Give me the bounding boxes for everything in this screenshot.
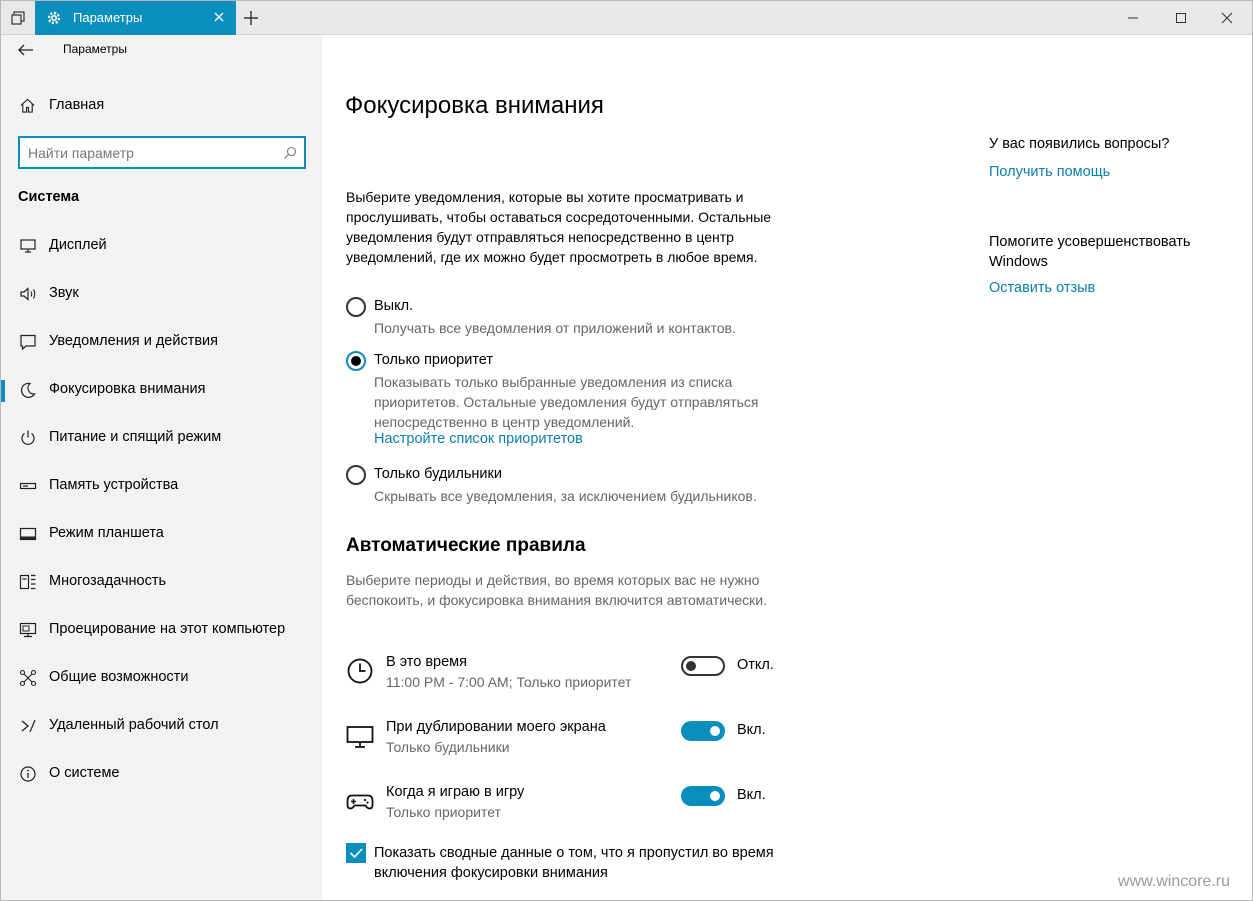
sidebar-item-about[interactable] [1, 755, 322, 803]
checkmark-icon [346, 843, 366, 863]
minimize-icon [1127, 12, 1139, 24]
sidebar-item-sound[interactable] [1, 275, 322, 323]
summary-checkbox-label: Показать сводные данные о том, что я пропустил во время включения фокусировки внимания [374, 845, 774, 881]
close-icon [1221, 12, 1233, 24]
watermark: www.wincore.ru [1118, 873, 1231, 890]
sidebar-item-home[interactable] [1, 93, 322, 121]
home-icon [19, 97, 36, 114]
rule-duplicating-toggle[interactable] [681, 721, 725, 741]
app-title: Параметры [63, 42, 127, 56]
rule-schedule[interactable] [346, 654, 806, 698]
gear-icon [46, 10, 62, 26]
radio-alarms[interactable] [346, 465, 366, 485]
rule-gaming[interactable] [346, 784, 806, 828]
sidebar-item-label: Проецирование на этот компьютер [49, 621, 286, 637]
radio-priority-desc: Показывать только выбранные уведомления из списка приоритетов. Остальные уведомления будут отправляться непосредственно в центр уведомлений. [374, 374, 759, 430]
info-icon [19, 765, 37, 783]
remote-icon [19, 717, 37, 735]
sidebar-item-storage[interactable] [1, 467, 322, 515]
sidebar-item-shared[interactable] [1, 659, 322, 707]
rule-schedule-toggle[interactable] [681, 656, 725, 676]
sidebar-item-label: Дисплей [49, 237, 107, 253]
monitor-icon [346, 722, 374, 750]
feedback-link[interactable]: Оставить отзыв [989, 280, 1096, 296]
radio-alarms-desc: Скрывать все уведомления, за исключением будильников. [374, 488, 757, 504]
active-indicator [1, 380, 5, 402]
sidebar-item-label: Удаленный рабочий стол [49, 717, 219, 733]
rule-title: В это время [386, 654, 468, 670]
project-icon [19, 621, 37, 639]
help-question: У вас появились вопросы? [989, 136, 1170, 152]
title-bar [1, 1, 1252, 35]
radio-option-off[interactable] [346, 297, 806, 339]
radio-priority[interactable] [346, 351, 366, 371]
sidebar-item-power[interactable] [1, 419, 322, 467]
moon-icon [19, 381, 37, 399]
summary-checkbox[interactable] [346, 843, 366, 863]
display-icon [19, 237, 37, 255]
back-arrow-icon[interactable] [17, 43, 35, 57]
sidebar-item-multitasking[interactable] [1, 563, 322, 611]
sidebar-nav [1, 227, 322, 803]
rule-title: При дублировании моего экрана [386, 719, 606, 735]
radio-off[interactable] [346, 297, 366, 317]
sidebar-item-label: Фокусировка внимания [49, 381, 206, 397]
intro-text: Выберите уведомления, которые вы хотите просматривать и прослушивать, чтобы оставаться сосредоточенными. Остальные уведомления будут отправляться непосредственно в центр уведомлений, где их можно будет просмотреть в любое время. [346, 189, 772, 265]
speaker-icon [19, 285, 37, 303]
section-title: Система [18, 189, 80, 205]
sidebar-item-focus-assist[interactable] [1, 371, 322, 419]
tablet-icon [19, 525, 37, 543]
sidebar-item-display[interactable] [1, 227, 322, 275]
multitask-icon [19, 573, 37, 591]
search-icon[interactable] [283, 146, 297, 160]
sidebar-item-label: Режим планшета [49, 525, 164, 541]
sidebar-item-label: Звук [49, 285, 79, 301]
rule-subtitle: Только будильники [386, 739, 510, 755]
shared-icon [19, 669, 37, 687]
rule-duplicating-display[interactable] [346, 719, 806, 763]
auto-rules-desc: Выберите периоды и действия, во время которых вас не нужно беспокоить, и фокусировка внимания включится автоматически. [346, 572, 768, 608]
sidebar-item-notifications[interactable] [1, 323, 322, 371]
toggle-state-label: Откл. [737, 657, 774, 673]
sidebar [1, 35, 322, 901]
storage-icon [19, 477, 37, 495]
clock-icon [346, 657, 374, 685]
tab-settings[interactable] [35, 1, 236, 35]
search-input[interactable] [28, 143, 278, 163]
radio-priority-label: Только приоритет [374, 352, 494, 368]
auto-rules-title: Автоматические правила [346, 535, 586, 556]
new-tab-icon[interactable] [242, 9, 260, 27]
sidebar-item-label: Уведомления и действия [49, 333, 218, 349]
close-tab-icon[interactable] [211, 9, 227, 25]
sidebar-item-projecting[interactable] [1, 611, 322, 659]
radio-off-desc: Получать все уведомления от приложений и контактов. [374, 320, 736, 336]
task-view-button[interactable] [1, 1, 35, 35]
radio-option-priority[interactable] [346, 351, 806, 451]
toggle-state-label: Вкл. [737, 722, 766, 738]
search-box[interactable] [18, 136, 306, 169]
get-help-link[interactable]: Получить помощь [989, 164, 1111, 180]
sidebar-item-label: О системе [49, 765, 120, 781]
main-content [322, 35, 1252, 901]
sidebar-item-remote-desktop[interactable] [1, 707, 322, 755]
tab-title: Параметры [73, 10, 143, 25]
improve-text: Помогите усовершенствовать Windows [989, 234, 1191, 270]
minimize-button[interactable] [1110, 1, 1156, 35]
sidebar-home-label: Главная [49, 97, 105, 113]
rule-subtitle: Только приоритет [386, 804, 501, 820]
gamepad-icon [346, 787, 374, 815]
rule-gaming-toggle[interactable] [681, 786, 725, 806]
sidebar-item-label: Питание и спящий режим [49, 429, 222, 445]
sidebar-item-label: Общие возможности [49, 669, 189, 685]
sidebar-item-label: Многозадачность [49, 573, 167, 589]
sidebar-item-label: Память устройства [49, 477, 179, 493]
radio-off-label: Выкл. [374, 298, 414, 314]
priority-list-link[interactable]: Настройте список приоритетов [374, 431, 583, 447]
maximize-icon [1175, 12, 1187, 24]
close-window-button[interactable] [1204, 1, 1250, 35]
power-icon [19, 429, 37, 447]
rule-subtitle: 11:00 PM - 7:00 AM; Только приоритет [386, 674, 632, 690]
radio-option-alarms[interactable] [346, 465, 806, 507]
sidebar-item-tablet[interactable] [1, 515, 322, 563]
radio-alarms-label: Только будильники [374, 466, 502, 482]
toggle-state-label: Вкл. [737, 787, 766, 803]
page-title: Фокусировка внимания [345, 92, 604, 119]
task-view-icon [11, 11, 25, 25]
maximize-button[interactable] [1158, 1, 1204, 35]
rule-title: Когда я играю в игру [386, 784, 525, 800]
notification-icon [19, 333, 37, 351]
